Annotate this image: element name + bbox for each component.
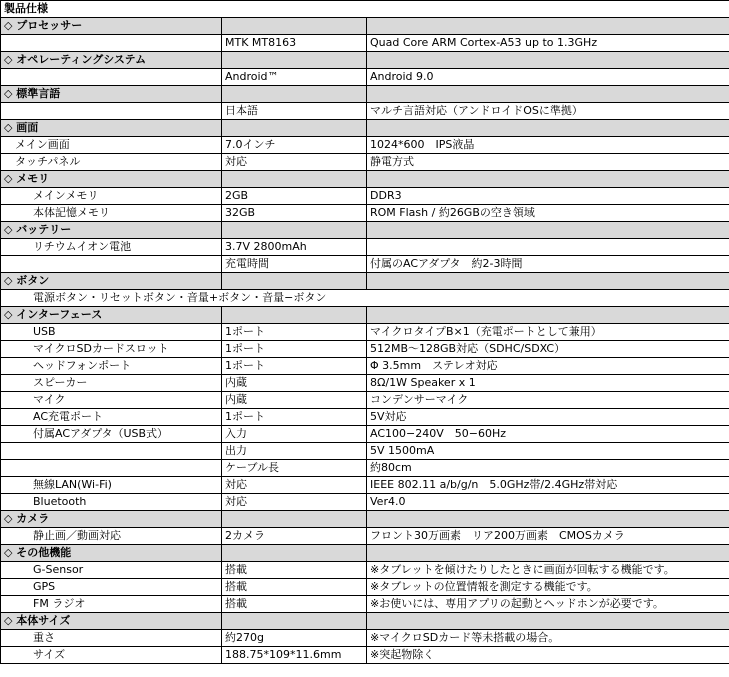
spec-table-body xyxy=(1,1,729,664)
spec-row xyxy=(1,528,729,545)
section-empty-cell xyxy=(367,120,729,137)
spec-detail: ※タブレットの位置情報を測定する機能です。 xyxy=(367,579,729,596)
spec-row xyxy=(1,375,729,392)
spec-value: 32GB xyxy=(222,205,367,222)
section-header-row xyxy=(1,52,729,69)
section-header-row xyxy=(1,18,729,35)
spec-value: ケーブル長 xyxy=(222,460,367,477)
spec-row xyxy=(1,409,729,426)
spec-detail: IEEE 802.11 a/b/g/n 5.0GHz帯/2.4GHz帯対応 xyxy=(367,477,729,494)
section-empty-cell xyxy=(367,222,729,239)
section-header-row xyxy=(1,86,729,103)
spec-value: 日本語 xyxy=(222,103,367,120)
section-heading: ◇ バッテリー xyxy=(1,222,222,239)
spec-label: 本体記憶メモリ xyxy=(1,205,222,222)
spec-row xyxy=(1,562,729,579)
spec-detail: Ver4.0 xyxy=(367,494,729,511)
spec-value: 搭載 xyxy=(222,579,367,596)
section-header-row xyxy=(1,222,729,239)
section-empty-cell xyxy=(222,545,367,562)
section-heading: ◇ カメラ xyxy=(1,511,222,528)
spec-detail: マルチ言語対応（アンドロイドOSに準拠） xyxy=(367,103,729,120)
spec-value: 充電時間 xyxy=(222,256,367,273)
spec-row xyxy=(1,596,729,613)
spec-label: FM ラジオ xyxy=(1,596,222,613)
spec-row xyxy=(1,477,729,494)
spec-value: 内蔵 xyxy=(222,375,367,392)
section-heading: ◇ 標準言語 xyxy=(1,86,222,103)
spec-detail: ROM Flash / 約26GBの空き領域 xyxy=(367,205,729,222)
spec-label: 重さ xyxy=(1,630,222,647)
spec-row xyxy=(1,341,729,358)
spec-row xyxy=(1,443,729,460)
spec-detail: ※マイクロSDカード等未搭載の場合。 xyxy=(367,630,729,647)
spec-label: マイク xyxy=(1,392,222,409)
spec-label: USB xyxy=(1,324,222,341)
spec-label: サイズ xyxy=(1,647,222,664)
spec-detail: 8Ω/1W Speaker x 1 xyxy=(367,375,729,392)
spec-row xyxy=(1,69,729,86)
spec-value: 対応 xyxy=(222,154,367,171)
spec-label: マイクロSDカードスロット xyxy=(1,341,222,358)
section-empty-cell xyxy=(367,613,729,630)
spec-label: ヘッドフォンポート xyxy=(1,358,222,375)
section-empty-cell xyxy=(222,273,367,290)
section-header-row xyxy=(1,511,729,528)
section-empty-cell xyxy=(367,171,729,188)
section-empty-cell xyxy=(222,171,367,188)
spec-row xyxy=(1,426,729,443)
section-empty-cell xyxy=(222,511,367,528)
spec-detail: AC100−240V 50−60Hz xyxy=(367,426,729,443)
spec-value: Android™ xyxy=(222,69,367,86)
spec-label: タッチパネル xyxy=(1,154,222,171)
spec-row xyxy=(1,205,729,222)
spec-value: 7.0インチ xyxy=(222,137,367,154)
section-heading: ◇ 本体サイズ xyxy=(1,613,222,630)
spec-label: GPS xyxy=(1,579,222,596)
spec-value: 対応 xyxy=(222,477,367,494)
section-heading: ◇ メモリ xyxy=(1,171,222,188)
spec-row xyxy=(1,630,729,647)
spec-label xyxy=(1,443,222,460)
section-empty-cell xyxy=(222,86,367,103)
spec-row xyxy=(1,154,729,171)
spec-detail: ※タブレットを傾けたりしたときに画面が回転する機能です。 xyxy=(367,562,729,579)
section-header-row xyxy=(1,171,729,188)
spec-label: 静止画／動画対応 xyxy=(1,528,222,545)
spec-value: 1ポート xyxy=(222,358,367,375)
spec-row xyxy=(1,256,729,273)
section-empty-cell xyxy=(367,273,729,290)
spec-label: リチウムイオン電池 xyxy=(1,239,222,256)
spec-row xyxy=(1,103,729,120)
section-heading: ◇ ボタン xyxy=(1,273,222,290)
section-empty-cell xyxy=(367,18,729,35)
section-empty-cell xyxy=(222,120,367,137)
spec-label: スピーカー xyxy=(1,375,222,392)
section-header-row xyxy=(1,545,729,562)
spec-label: Bluetooth xyxy=(1,494,222,511)
section-heading: ◇ オペレーティングシステム xyxy=(1,52,222,69)
spec-value: 3.7V 2800mAh xyxy=(222,239,367,256)
section-header-row xyxy=(1,613,729,630)
spec-detail: マイクロタイプB×1（充電ポートとして兼用） xyxy=(367,324,729,341)
spec-row xyxy=(1,358,729,375)
spec-value: 入力 xyxy=(222,426,367,443)
spec-label xyxy=(1,69,222,86)
spec-detail: Android 9.0 xyxy=(367,69,729,86)
spec-row xyxy=(1,35,729,52)
spec-row xyxy=(1,392,729,409)
section-empty-cell xyxy=(222,222,367,239)
section-empty-cell xyxy=(222,52,367,69)
spec-label: G-Sensor xyxy=(1,562,222,579)
spec-row xyxy=(1,324,729,341)
spec-detail: Quad Core ARM Cortex-A53 up to 1.3GHz xyxy=(367,35,729,52)
spec-detail: フロント30万画素 リア200万画素 CMOSカメラ xyxy=(367,528,729,545)
spec-row xyxy=(1,460,729,477)
spec-value: 内蔵 xyxy=(222,392,367,409)
section-heading: ◇ プロセッサー xyxy=(1,18,222,35)
spec-detail: 512MB～128GB対応（SDHC/SDXC） xyxy=(367,341,729,358)
title-row xyxy=(1,1,729,18)
spec-detail: 静電方式 xyxy=(367,154,729,171)
section-header-row xyxy=(1,307,729,324)
spec-detail: 5V対応 xyxy=(367,409,729,426)
spec-label: AC充電ポート xyxy=(1,409,222,426)
spec-value: 2GB xyxy=(222,188,367,205)
section-empty-cell xyxy=(222,613,367,630)
spec-row xyxy=(1,188,729,205)
spec-full-row-text: 電源ボタン・リセットボタン・音量+ボタン・音量−ボタン xyxy=(1,290,729,307)
spec-row xyxy=(1,137,729,154)
spec-label: メイン画面 xyxy=(1,137,222,154)
spec-detail: ※突起物除く xyxy=(367,647,729,664)
spec-value: 2カメラ xyxy=(222,528,367,545)
spec-detail: 約80cm xyxy=(367,460,729,477)
section-empty-cell xyxy=(222,18,367,35)
spec-detail: コンデンサーマイク xyxy=(367,392,729,409)
section-empty-cell xyxy=(222,307,367,324)
spec-value: 対応 xyxy=(222,494,367,511)
spec-detail: 5V 1500mA xyxy=(367,443,729,460)
spec-value: 188.75*109*11.6mm xyxy=(222,647,367,664)
spec-value: MTK MT8163 xyxy=(222,35,367,52)
spec-label: 付属ACアダプタ（USB式） xyxy=(1,426,222,443)
spec-title: 製品仕様 xyxy=(1,1,729,18)
spec-detail: 付属のACアダプタ 約2-3時間 xyxy=(367,256,729,273)
section-heading: ◇ インターフェース xyxy=(1,307,222,324)
spec-row xyxy=(1,494,729,511)
spec-label xyxy=(1,460,222,477)
spec-label xyxy=(1,35,222,52)
spec-row xyxy=(1,239,729,256)
spec-value: 1ポート xyxy=(222,341,367,358)
spec-label: メインメモリ xyxy=(1,188,222,205)
spec-detail: 1024*600 IPS液晶 xyxy=(367,137,729,154)
section-empty-cell xyxy=(367,52,729,69)
spec-label: 無線LAN(Wi-Fi) xyxy=(1,477,222,494)
spec-value: 搭載 xyxy=(222,596,367,613)
spec-row xyxy=(1,290,729,307)
spec-value: 搭載 xyxy=(222,562,367,579)
section-heading: ◇ その他機能 xyxy=(1,545,222,562)
spec-value: 1ポート xyxy=(222,324,367,341)
spec-row xyxy=(1,579,729,596)
spec-label xyxy=(1,256,222,273)
spec-detail xyxy=(367,239,729,256)
section-empty-cell xyxy=(367,545,729,562)
spec-value: 出力 xyxy=(222,443,367,460)
spec-row xyxy=(1,647,729,664)
spec-label xyxy=(1,103,222,120)
spec-detail: DDR3 xyxy=(367,188,729,205)
spec-detail: ※お使いには、専用アプリの起動とヘッドホンが必要です。 xyxy=(367,596,729,613)
section-header-row xyxy=(1,273,729,290)
section-empty-cell xyxy=(367,511,729,528)
spec-value: 約270g xyxy=(222,630,367,647)
section-empty-cell xyxy=(367,86,729,103)
spec-detail: Φ 3.5mm ステレオ対応 xyxy=(367,358,729,375)
spec-value: 1ポート xyxy=(222,409,367,426)
section-heading: ◇ 画面 xyxy=(1,120,222,137)
section-empty-cell xyxy=(367,307,729,324)
section-header-row xyxy=(1,120,729,137)
